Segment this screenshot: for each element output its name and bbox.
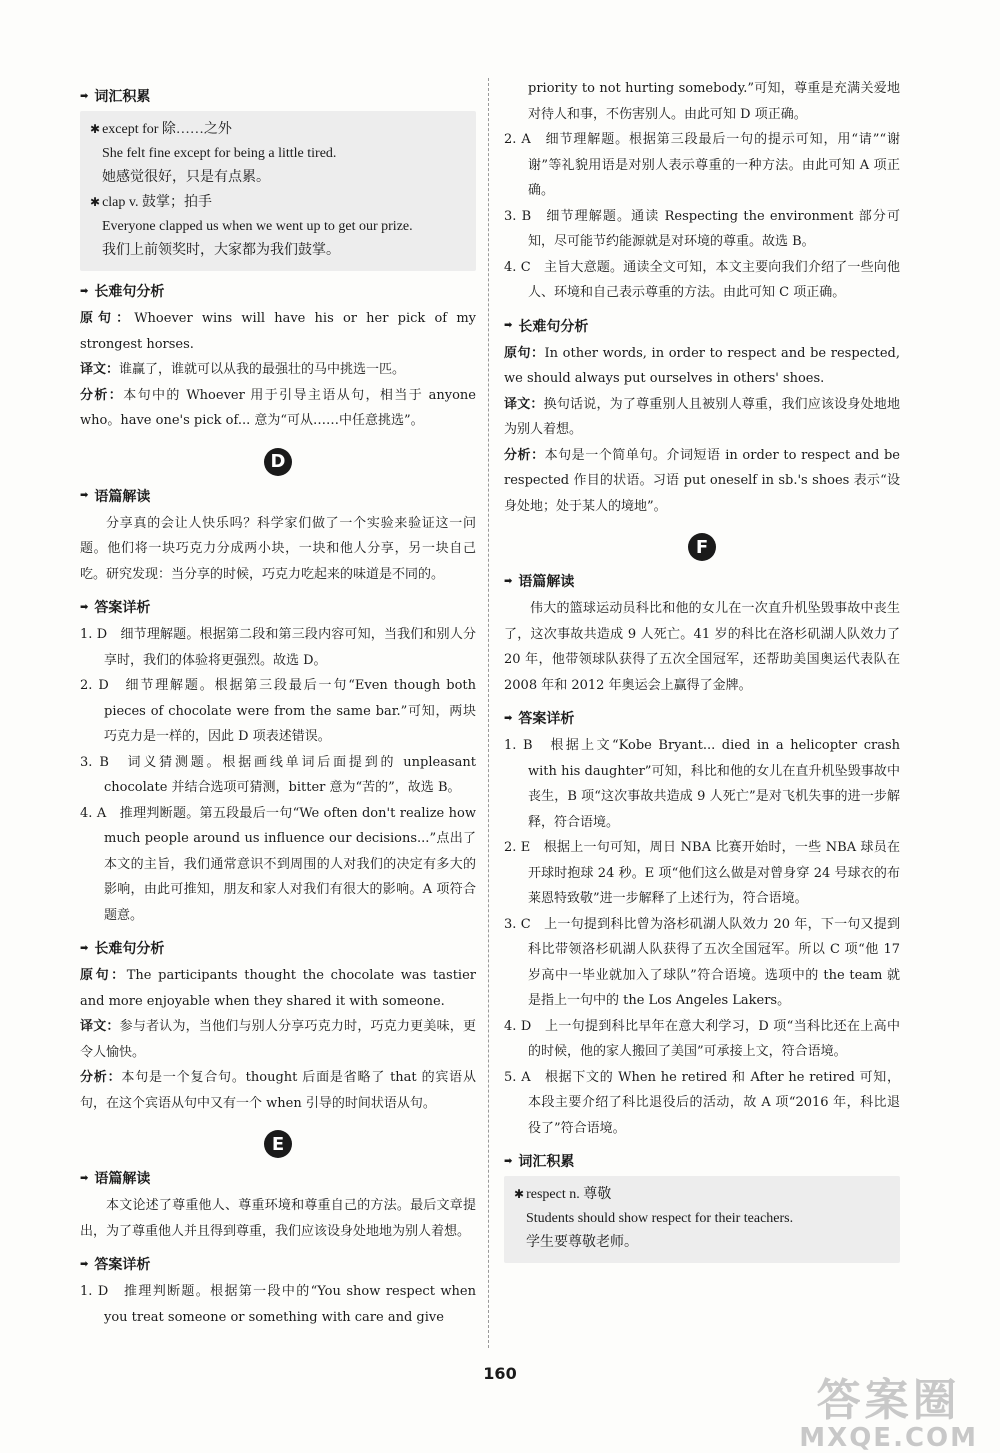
- answer-item: 4. D 上一句提到科比早年在意大利学习，D 项“当科比还在上高中的时候，他的家人搬回了美国”可承接上文，符合语境。: [504, 1018, 900, 1059]
- analysis-line: 译文：参与者认为，当他们与别人分享巧克力时，巧克力更美味，更令人愉快。: [80, 1019, 476, 1060]
- arrow-icon: ➡: [504, 1155, 513, 1167]
- arrow-icon: ➡: [504, 575, 513, 587]
- section-heading: ➡ 长难句分析: [80, 941, 165, 957]
- answer-item: 1. D 细节理解题。根据第二段和第三段内容可知，当我们和别人分享时，我们的体验将更强烈。故选 D。: [80, 627, 476, 668]
- section-letter-badge: E: [264, 1130, 292, 1158]
- arrow-icon: ➡: [80, 285, 89, 297]
- answer-item: 1. D 推理判断题。根据第一段中的“You show respect when you treat someone or something with care and give: [80, 1284, 476, 1325]
- vocab-word: ✱ respect n. 尊敬: [514, 1187, 612, 1202]
- arrow-icon: ➡: [80, 1258, 89, 1270]
- vocab-example-zh: 我们上前领奖时，大家都为我们鼓掌。: [102, 243, 340, 258]
- analysis-line: 原句：Whoever wins will have his or her pick of my strongest horses.: [80, 311, 476, 352]
- arrow-icon: ➡: [80, 601, 89, 613]
- section-heading: ➡ 长难句分析: [504, 318, 589, 335]
- star-icon: ✱: [90, 195, 101, 209]
- section-heading: ➡ 词汇积累: [80, 89, 151, 105]
- section-heading: ➡ 语篇解读: [504, 574, 575, 590]
- vocab-box: [80, 111, 476, 271]
- arrow-icon: ➡: [504, 712, 513, 724]
- arrow-icon: ➡: [80, 942, 89, 954]
- passage-summary: 分享真的会让人快乐吗？科学家们做了一个实验来验证这一问题。他们将一块巧克力分成两小块，一块和他人分享，另一块自己吃。研究发现：当分享的时候，巧克力吃起来的味道是不同的。: [80, 515, 476, 582]
- passage-summary: 伟大的篮球运动员科比和他的女儿在一次直升机坠毁事故中丧生了，这次事故共造成 9 人死亡。41 岁的科比在洛杉矶湖人队效力了 20 年，他带领球队获得了五次全国冠军，还帮助美国奥运代表队在 2008 年和 2012 年奥运会上赢得了金牌。: [504, 601, 900, 693]
- analysis-line: 分析：本句是一个简单句。介词短语 in order to respect and be respected 作目的状语。习语 put oneself in sb.'s shoes 表示“设身处地；处于某人的境地”。: [504, 447, 900, 514]
- analysis-line: 分析：本句是一个复合句。thought 后面是省略了 that 的宾语从句，在这个宾语从句中又有一个 when 引导的时间状语从句。: [80, 1070, 476, 1111]
- column-divider: [488, 78, 489, 1348]
- analysis-line: 原句：The participants thought the chocolate was tastier and more enjoyable when they shared it with someone.: [80, 968, 476, 1009]
- answer-item: 2. E 根据上一句可知，周日 NBA 比赛开始时，一些 NBA 球员在开球时抱球 24 秒。E 项“他们这么做是对曾身穿 24 号球衣的布莱恩特致敬”进一步解释了上述行为，符合语境。: [504, 840, 900, 906]
- answer-item: 5. A 根据下文的 When he retired 和 After he retired 可知，本段主要介绍了科比退役后的活动，故 A 项“2016 年，科比退役了”符合语境。: [504, 1069, 900, 1136]
- analysis-line: 译文：换句话说，为了尊重别人且被别人尊重，我们应该设身处地地为别人着想。: [504, 396, 900, 437]
- answer-item: 2. D 细节理解题。根据第三段最后一句“Even though both pieces of chocolate were from the same bar.”可知，两块巧克力是一样的，因此 D 项表述错误。: [80, 678, 476, 744]
- watermark-text: 答案圈: [816, 1375, 961, 1426]
- section-heading: ➡ 语篇解读: [80, 1171, 151, 1187]
- watermark-url: MXQE.COM: [799, 1423, 978, 1453]
- star-icon: ✱: [514, 1187, 525, 1201]
- section-heading: ➡ 答案详析: [80, 600, 151, 616]
- passage-summary: 本文论述了尊重他人、尊重环境和尊重自己的方法。最后文章提出，为了尊重他人并且得到尊重，我们应该设身处地地为别人着想。: [80, 1198, 476, 1239]
- vocab-example-zh: 学生要尊敬老师。: [526, 1235, 638, 1250]
- vocab-example-en: Everyone clapped us when we went up to get our prize.: [102, 219, 413, 234]
- left-column: [80, 76, 476, 1330]
- answer-continuation: priority to not hurting somebody.”可知，尊重是充满关爱地对待人和事，不伤害别人。由此可知 D 项正确。: [528, 81, 900, 122]
- arrow-icon: ➡: [80, 490, 89, 501]
- analysis-line: 原句：In other words, in order to respect and be respected, we should always put ourselves in others' shoes.: [504, 345, 900, 386]
- answer-item: 3. B 细节理解题。通读 Respecting the environment 部分可知，尽可能节约能源就是对环境的尊重。故选 B。: [504, 208, 900, 249]
- page-number: 160: [483, 1364, 517, 1383]
- section-heading: ➡ 语篇解读: [80, 488, 151, 505]
- answer-item: 4. A 推理判断题。第五段最后一句“We often don't realize how much people around us influence our decisions...”点出了本文的主旨，我们通常意识不到周围的人对我们的决定有多大的影响，由此可推知，朋友和家人对我们有很大的影响。A 项符合题意。: [80, 805, 476, 923]
- answer-item: 3. C 上一句提到科比曾为洛杉矶湖人队效力 20 年，下一句又提到科比带领洛杉矶湖人队获得了五次全国冠军。所以 C 项“他 17 岁高中一毕业就加入了球队”符合语境。选项中的 the team 就是指上一句中的 the Los Angeles Lakers。: [504, 916, 900, 1008]
- vocab-example-en: She felt fine except for being a little tired.: [102, 146, 337, 161]
- star-icon: ✱: [90, 122, 101, 136]
- arrow-icon: ➡: [80, 1172, 89, 1184]
- answer-item: 3. B 词义猜测题。根据画线单词后面提到的 unpleasant chocolate 并结合选项可猜测，bitter 意为“苦的”，故选 B。: [80, 754, 476, 795]
- right-column: [504, 76, 900, 1269]
- answer-item: 2. A 细节理解题。根据第三段最后一句的提示可知，用“请”“谢谢”等礼貌用语是对别人表示尊重的一种方法。由此可知 A 项正确。: [504, 132, 900, 198]
- arrow-icon: ➡: [80, 90, 89, 102]
- watermark-logo: [799, 1375, 978, 1453]
- vocab-word: ✱ clap v. 鼓掌；拍手: [90, 195, 212, 210]
- section-letter-badge: D: [264, 448, 292, 476]
- vocab-example-zh: 她感觉很好，只是有点累。: [102, 170, 270, 185]
- vocab-word: ✱ except for 除……之外: [90, 122, 232, 137]
- section-heading: ➡ 词汇积累: [504, 1154, 575, 1170]
- answer-item: 1. B 根据上文“Kobe Bryant... died in a helicopter crash with his daughter”可知，科比和他的女儿在直升机坠毁事故中丧生，B 项“这次事故共造成 9 人死亡”是对飞机失事的进一步解释，符合语境。: [504, 738, 900, 830]
- vocab-box: [504, 1176, 900, 1263]
- analysis-line: 译文：谁赢了，谁就可以从我的最强壮的马中挑选一匹。: [80, 362, 406, 377]
- arrow-icon: ➡: [504, 320, 513, 331]
- analysis-line: 分析：本句中的 Whoever 用于引导主语从句，相当于 anyone who。have one's pick of... 意为“可从……中任意挑选”。: [80, 387, 476, 428]
- section-heading: ➡ 长难句分析: [80, 284, 165, 300]
- section-letter-badge: F: [688, 533, 716, 561]
- section-heading: ➡ 答案详析: [80, 1257, 151, 1273]
- vocab-example-en: Students should show respect for their teachers.: [526, 1211, 794, 1226]
- section-heading: ➡ 答案详析: [504, 711, 575, 727]
- answer-item: 4. C 主旨大意题。通读全文可知，本文主要向我们介绍了一些向他人、环境和自己表示尊重的方法。由此可知 C 项正确。: [504, 259, 900, 300]
